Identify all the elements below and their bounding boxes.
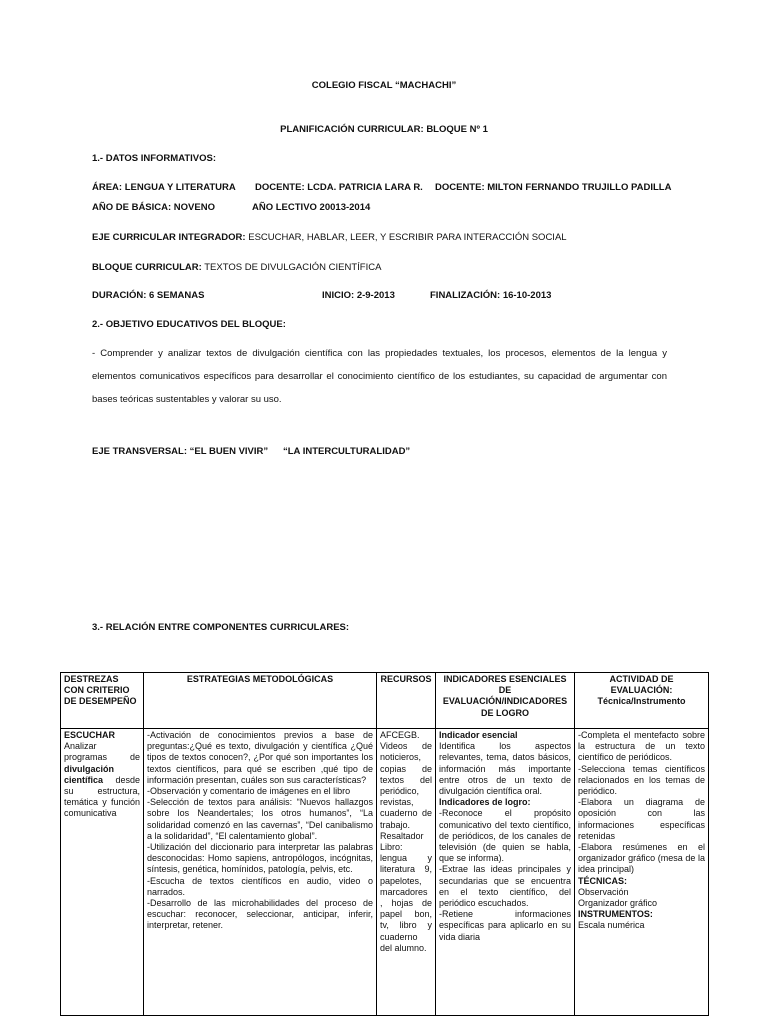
estrategia-item: -Activación de conocimientos previos a base de preguntas:¿Qué es texto, divulgación y científica ¿Qué tipos de textos conocen?, ¿Por qué son importantes los textos científicos, para qué se escriben ,qué tipo de información presentan, cuáles son sus características?	[147, 730, 373, 785]
indicadores-logro-title: Indicadores de logro:	[439, 797, 531, 808]
header-recursos: RECURSOS	[377, 673, 436, 729]
header-tecnica: Técnica/Instrumento	[597, 696, 686, 707]
indicador-logro-item: -Reconoce el propósito comunicativo del texto científico, de periódicos, de los canales de televisión (de quien se habla, que se informa).	[439, 808, 571, 864]
indicador-logro-item: -Extrae las ideas principales y secundarias que se encuentra en el texto científico, del periódico escuchados.	[439, 864, 571, 909]
destrezas-text: Analizar programas de divulgación científica desde su estructura, temática y función comunicativa	[64, 741, 140, 819]
docente-2-field: DOCENTE: MILTON FERNANDO TRUJILLO PADILLA	[435, 182, 672, 193]
actividad-item: -Elabora resúmenes en el organizador gráfico (mesa de la idea principal)	[578, 842, 705, 875]
area-field: ÁREA: LENGUA Y LITERATURA	[92, 182, 236, 193]
actividad-item: -Completa el mentefacto sobre la estructura de un texto científico de periódicos.	[578, 730, 705, 763]
eje-transversal: EJE TRANSVERSAL: “EL BUEN VIVIR”	[92, 446, 269, 457]
anio-lectivo-field: AÑO LECTIVO 20013-2014	[252, 202, 371, 213]
header-estrategias: ESTRATEGIAS METODOLÓGICAS	[144, 673, 377, 729]
indicadores-cell	[436, 729, 575, 1016]
eje-curricular-line	[92, 232, 567, 243]
docente-1-field: DOCENTE: LCDA. PATRICIA LARA R.	[255, 182, 423, 193]
actividad-item: -Elabora un diagrama de oposición con las informaciones específicas retenidas	[578, 797, 705, 841]
plan-title: PLANIFICACIÓN CURRICULAR: BLOQUE Nº 1	[280, 124, 488, 135]
table-row	[61, 729, 709, 1016]
components-table	[60, 672, 709, 1016]
estrategia-item: -Observación y comentario de imágenes en el libro	[147, 786, 351, 797]
interculturalidad: “LA INTERCULTURALIDAD”	[283, 446, 411, 457]
destrezas-cell	[61, 729, 144, 1016]
instrumento-item: Escala numérica	[578, 920, 645, 931]
school-title: COLEGIO FISCAL “MACHACHI”	[311, 80, 457, 91]
estrategia-item: -Escucha de textos científicos en audio, video o narrados.	[147, 875, 373, 897]
tecnicas-title: TÉCNICAS:	[578, 875, 627, 886]
estrategias-cell	[144, 729, 377, 1016]
table-header-row	[61, 673, 709, 729]
duracion-field: DURACIÓN: 6 SEMANAS	[92, 290, 205, 301]
bloque-curricular-label: BLOQUE CURRICULAR:	[92, 262, 202, 273]
actividad-cell	[575, 729, 709, 1016]
bloque-curricular-line	[92, 262, 381, 273]
finalizacion-field: FINALIZACIÓN: 16-10-2013	[430, 290, 552, 301]
recursos-cell	[377, 729, 436, 1016]
section-1-heading: 1.- DATOS INFORMATIVOS:	[92, 153, 217, 164]
header-destrezas: DESTREZAS CON CRITERIO DE DESEMPEÑO	[61, 673, 144, 729]
anio-basica-field: AÑO DE BÁSICA: NOVENO	[92, 202, 215, 213]
inicio-field: INICIO: 2-9-2013	[322, 290, 395, 301]
estrategia-item: -Selección de textos para análisis: “Nuevos hallazgos sobre los Neandertales; los otros humanos”, “La solidaridad comenzó en las cavernas”, “Del canibalismo a la solidaridad”, “El calentamiento global”.	[147, 797, 373, 841]
indicador-logro-item: -Retiene informaciones específicas para aplicarlo en su vida diaria	[439, 909, 571, 942]
tecnica-item: Observación	[578, 886, 629, 897]
actividad-item: -Selecciona temas científicos relacionados en los temas de periódico.	[578, 763, 705, 797]
recursos-text: AFCEGB. Videos de noticieros, copias de textos del periódico, revistas, cuaderno de trabajo. Resaltador Libro: lengua y literatura 9, papelotes, marcadores , hojas de papel bon, tv, libro y cuaderno del alumno.	[380, 730, 432, 953]
estrategia-item: -Utilización del diccionario para interpretar las palabras desconocidas: Homo sapiens, antropólogos, incógnitas, síntesis, genética, homínidos, patología, pelvis, etc.	[147, 842, 373, 875]
indicador-esencial-text: Identifica los aspectos relevantes, tema, datos básicos, información más importante entre otros de un texto de divulgación científica oral.	[439, 741, 571, 797]
bloque-curricular-value: TEXTOS DE DIVULGACIÓN CIENTÍFICA	[201, 262, 382, 273]
instrumentos-title: INSTRUMENTOS:	[578, 909, 653, 920]
indicador-esencial-title: Indicador esencial	[439, 730, 518, 740]
section-2-heading: 2.- OBJETIVO EDUCATIVOS DEL BLOQUE:	[92, 319, 286, 330]
destrezas-title: ESCUCHAR	[64, 730, 116, 740]
eje-curricular-value: ESCUCHAR, HABLAR, LEER, Y ESCRIBIR PARA INTERACCIÓN SOCIAL	[245, 232, 567, 243]
objetivo-paragraph: - Comprender y analizar textos de divulgación científica con las propiedades textuales, los procesos, elementos de la lengua y elementos comunicativos específicos para desarrollar el conocimiento científico de los estudiantes, su capacidad de argumentar con bases teóricas sustentables y valorar su uso.	[92, 348, 667, 405]
eje-curricular-label: EJE CURRICULAR INTEGRADOR:	[92, 232, 246, 243]
header-indicadores: INDICADORES ESENCIALES DE EVALUACIÓN/INDICADORES DE LOGRO	[436, 673, 575, 729]
section-3-heading: 3.- RELACIÓN ENTRE COMPONENTES CURRICULARES:	[92, 622, 350, 633]
estrategia-item: -Desarrollo de las microhabilidades del proceso de escuchar: reconocer, seleccionar, anticipar, inferir, interpretar, retener.	[147, 898, 373, 931]
header-actividad	[575, 673, 709, 729]
header-actividad-title: ACTIVIDAD DE EVALUACIÓN:	[609, 674, 674, 696]
tecnica-item: Organizador gráfico	[578, 898, 658, 909]
